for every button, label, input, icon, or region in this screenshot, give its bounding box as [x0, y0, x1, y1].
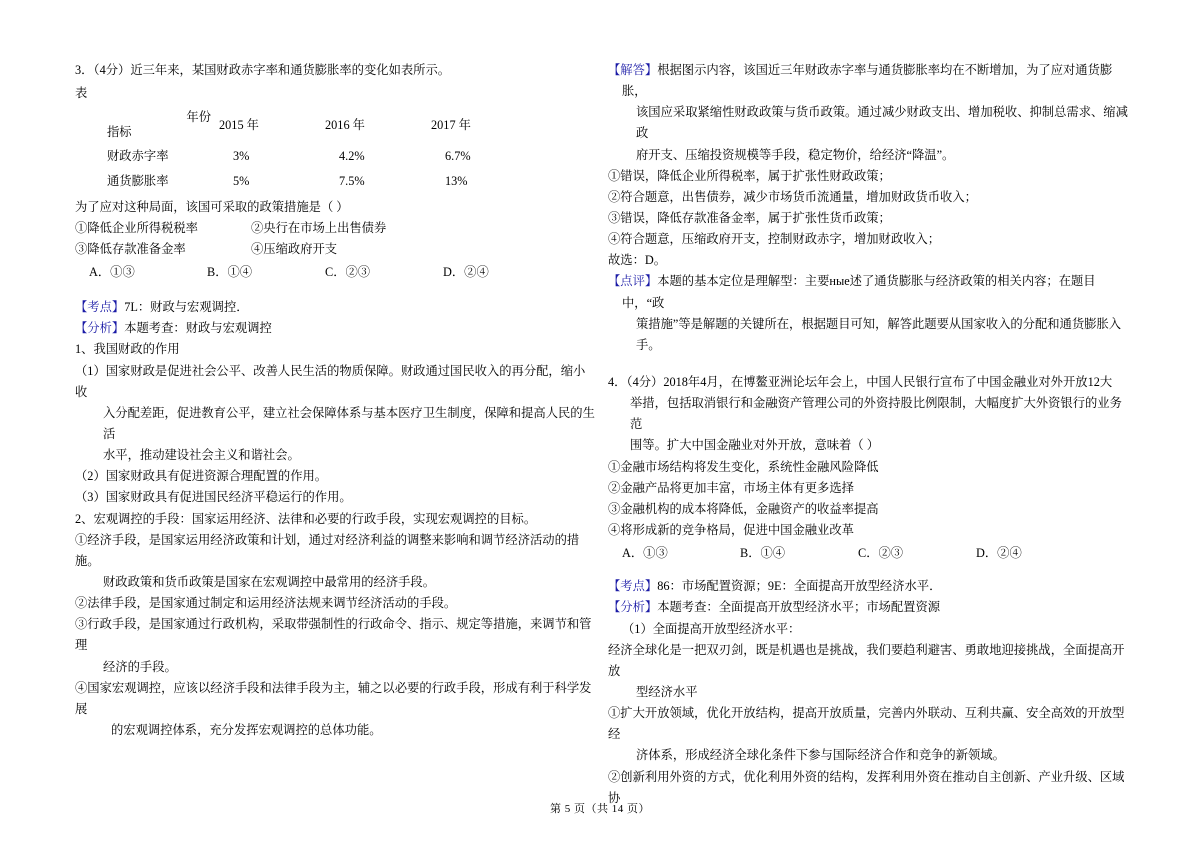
question-4-choices	[608, 543, 1128, 564]
left-body-line: （3）国家财政具有促进国民经济平稳运行的作用。	[75, 490, 352, 505]
jieda-line: ③错误，降低存款准备金率，属于扩张性货币政策；	[608, 210, 891, 225]
table-year-0: 2015 年	[219, 117, 259, 132]
right-column	[608, 60, 1128, 809]
question-4-stem-line: 围等。扩大中国金融业对外开放，意味着（ ）	[630, 438, 880, 453]
left-body-line: 入分配差距，促进教育公平，建立社会保障体系与基本医疗卫生制度，保障和提高人民的生活	[103, 405, 595, 441]
kaodian-tag: 【考点】	[608, 579, 658, 594]
question-3-choices	[75, 262, 595, 283]
data-table	[103, 106, 533, 194]
corner-top-label: 年份	[186, 110, 211, 125]
right-body-line: 经济全球化是一把双刃剑，既是机遇也是挑战，我们要趋利避害、勇敢地迎接挑战，全面提高开放	[608, 642, 1125, 678]
q3-choice-d[interactable]: D．②④	[443, 264, 489, 279]
table-row	[103, 144, 533, 169]
left-body-line: ④国家宏观调控，应该以经济手段和法律手段为主，辅之以必要的行政手段，形成有利于科学发展	[75, 680, 592, 716]
data-table-wrapper	[75, 106, 595, 194]
question-3-stem: 3．（4分）近三年来，某国财政赤字率和通货膨胀率的变化如表所示。	[75, 63, 451, 77]
corner-bottom-label: 指标	[107, 125, 132, 140]
row-0-val-0: 3%	[233, 149, 250, 164]
q3-choice-a[interactable]: A．①③	[89, 264, 135, 279]
q3-choice-c[interactable]: C．②③	[325, 264, 371, 279]
dianping-line: 策措施”等是解题的关键所在，根据题目可知，解答此题要从国家收入的分配和通货膨胀入手。	[636, 316, 1122, 352]
question-4-stem-line: 4．（4分）2018年4月，在博鳌亚洲论坛年会上，中国人民银行宣布了中国金融业对外开放12大	[608, 374, 1113, 389]
q4-choice-b[interactable]: B．①④	[740, 546, 786, 561]
fenxi-text: 本题考查：财政与宏观调控	[124, 321, 272, 336]
q4-item-2: ②金融产品将更加丰富，市场主体有更多选择	[608, 480, 854, 495]
row-0-val-1: 4.2%	[339, 149, 365, 164]
kaodian-text: 86：市场配置资源；9E：全面提高开放型经济水平．	[657, 579, 942, 594]
question-4	[608, 372, 1128, 564]
left-kaodian	[75, 297, 595, 318]
fenxi-text: 本题考查：全面提高开放型经济水平；市场配置资源	[657, 600, 941, 615]
jieda-line: 故选：D。	[608, 253, 667, 268]
q3-choice-b[interactable]: B．①④	[207, 264, 253, 279]
right-kaodian	[608, 576, 1128, 597]
kaodian-tag: 【考点】	[75, 300, 125, 315]
kaodian-text: 7L：财政与宏观调控．	[124, 300, 249, 315]
q4-choice-a[interactable]: A．①③	[622, 546, 668, 561]
jieda-line: 该国应采取紧缩性财政政策与货币政策。通过减少财政支出、增加税收、抑制总需求、缩减政	[636, 105, 1128, 141]
jieda-line: ④符合题意，压缩政府开支，控制财政赤字，增加财政收入；	[608, 232, 941, 247]
row-1-val-0: 5%	[233, 174, 250, 189]
table-header-row	[103, 106, 533, 144]
left-column	[75, 60, 595, 741]
jieda-line: ②符合题意，出售债券，减少市场货币流通量，增加财政货币收入；	[608, 189, 977, 204]
right-body-line: ②创新利用外资的方式，优化利用外资的结构，发挥利用外资在推动自主创新、产业升级、区域协	[608, 769, 1125, 805]
jieda-first-line	[608, 60, 1128, 102]
q4-item-4: ④将形成新的竞争格局，促进中国金融业改革	[608, 522, 854, 537]
page-footer: 第 5 页（共 14 页）	[550, 803, 650, 815]
table-corner-cell	[103, 106, 215, 144]
row-0-val-2: 6.7%	[445, 149, 471, 164]
q3-item-3: ③降低存款准备金率	[75, 241, 186, 256]
fenxi-tag: 【分析】	[75, 321, 125, 336]
row-1-val-1: 7.5%	[339, 174, 365, 189]
right-body-line: 济体系，形成经济全球化条件下参与国际经济合作和竞争的新领域。	[636, 748, 1005, 763]
table-year-2: 2017 年	[431, 117, 471, 132]
jieda-line: 府开支、压缩投资规模等手段，稳定物价，给经济“降温”。	[636, 147, 955, 162]
table-label: 表	[75, 86, 88, 101]
left-body-line: 1、我国财政的作用	[75, 342, 180, 357]
left-body-line: 水平，推动建设社会主义和谐社会。	[103, 448, 300, 463]
dianping-line: 本题的基本定位是理解型：主要ные述了通货膨胀与经济政策的相关内容；在题目中，“政	[622, 274, 1096, 310]
jieda-line: 根据图示内容，该国近三年财政赤字率与通货膨胀率均在不断增加，为了应对通货膨胀，	[622, 63, 1113, 99]
left-body-line: ②法律手段，是国家通过制定和运用经济法规来调节经济活动的手段。	[75, 596, 457, 611]
left-body-line: 2、宏观调控的手段：国家运用经济、法律和必要的行政手段，实现宏观调控的目标。	[75, 511, 537, 526]
right-body-line: （1）全面提高开放型经济水平：	[622, 621, 801, 636]
right-body-line: ①扩大开放领域，优化开放结构，提高开放质量，完善内外联动、互利共赢、安全高效的开放型经	[608, 706, 1125, 742]
q4-choice-d[interactable]: D．②④	[976, 546, 1022, 561]
q4-item-1: ①金融市场结构将发生变化，系统性金融风险降低	[608, 459, 879, 474]
row-0-name: 财政赤字率	[107, 149, 169, 164]
q4-item-3: ③金融机构的成本将降低，金融资产的收益率提高	[608, 501, 879, 516]
jieda-tag: 【解答】	[608, 63, 658, 77]
left-body-line: ③行政手段，是国家通过行政机构，采取带强制性的行政命令、指示、规定等措施，来调节和管理	[75, 617, 592, 653]
table-row	[103, 169, 533, 194]
table-year-1: 2016 年	[325, 117, 365, 132]
right-fenxi	[608, 597, 1128, 618]
right-body-line: 型经济水平	[636, 684, 698, 699]
row-1-val-2: 13%	[445, 174, 468, 189]
left-body-line: 经济的手段。	[103, 659, 177, 674]
fenxi-tag: 【分析】	[608, 600, 658, 615]
left-body-line: （2）国家财政具有促进资源合理配置的作用。	[75, 469, 328, 484]
left-body-line: （1）国家财政是促进社会公平、改善人民生活的物质保障。财政通过国民收入的再分配，缩小收	[75, 363, 586, 399]
left-fenxi	[75, 318, 595, 339]
jieda-line: ①错误，降低企业所得税率，属于扩张性财政政策；	[608, 168, 891, 183]
question-3-items-row-2	[75, 239, 595, 260]
left-body-line: 的宏观调控体系，充分发挥宏观调控的总体功能。	[111, 722, 382, 737]
q3-item-1: ①降低企业所得税税率	[75, 220, 198, 235]
dianping-tag: 【点评】	[608, 274, 658, 289]
q3-item-2: ②央行在市场上出售债券	[251, 220, 387, 235]
question-3-ask: 为了应对这种局面，该国可采取的政策措施是（ ）	[75, 199, 349, 214]
q4-choice-c[interactable]: C．②③	[858, 546, 904, 561]
dianping-first-line	[608, 271, 1128, 313]
left-body-line: ①经济手段，是国家运用经济政策和计划，通过对经济利益的调整来影响和调节经济活动的措施。	[75, 532, 580, 568]
left-body-line: 财政政策和货币政策是国家在宏观调控中最常用的经济手段。	[103, 574, 436, 589]
q3-item-4: ④压缩政府开支	[251, 241, 338, 256]
question-3-items-row-1	[75, 218, 595, 239]
row-1-name: 通货膨胀率	[107, 174, 169, 189]
question-4-stem-line: 举措，包括取消银行和金融资产管理公司的外资持股比例限制，大幅度扩大外资银行的业务范	[630, 396, 1122, 432]
